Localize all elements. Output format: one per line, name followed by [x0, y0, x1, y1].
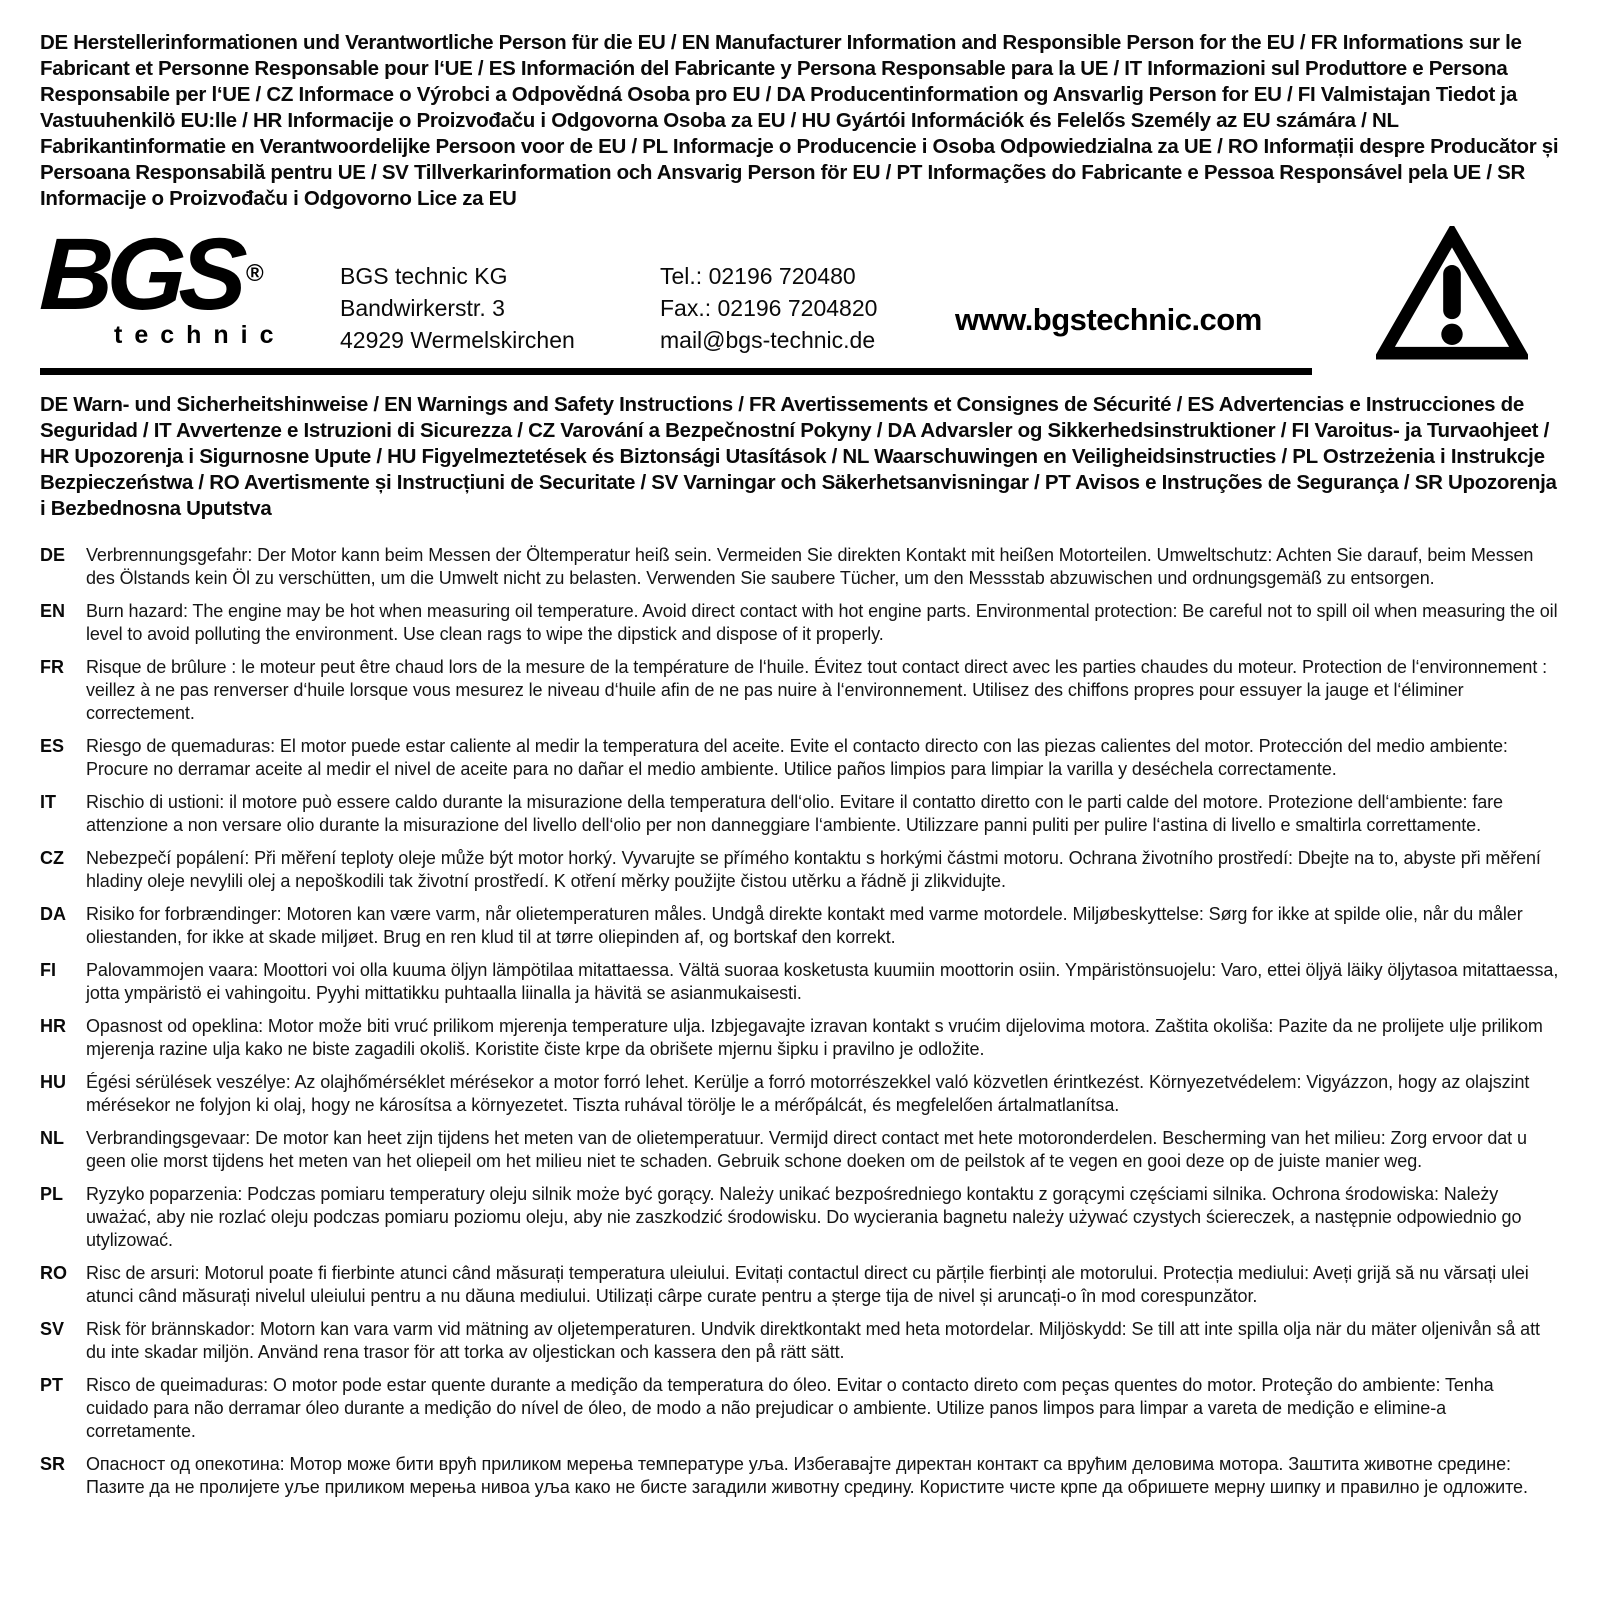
- warning-text: Burn hazard: The engine may be hot when measuring oil temperature. Avoid direct contact with hot engine parts. Environmental protection: Be careful not to spill oil when measuring the oil level to avoid polluting the environment. Use clean rags to wipe the dipstick and dispose of it properly.: [86, 601, 1558, 644]
- warning-language-code: NL: [40, 1128, 64, 1148]
- warning-language-code: RO: [40, 1263, 67, 1283]
- warning-text: Risque de brûlure : le moteur peut être chaud lors de la mesure de la température de l‘huile. Évitez tout contact direct avec les parties chaudes du moteur. Protection de l‘environnement : veillez à ne pas renverser d‘huile lorsque vous mesurez le niveau d‘huile afin de ne pas nuire à l‘environnement. Utilisez des chiffons propres pour essuyer la jauge et l‘éliminer correctement.: [86, 657, 1548, 723]
- warning-item: [40, 1015, 1560, 1061]
- section-divider: [40, 368, 1312, 375]
- warning-item: [40, 959, 1560, 1005]
- warning-item: [40, 1183, 1560, 1252]
- warning-language-code: FI: [40, 960, 56, 980]
- bgs-logo-text: BGS: [38, 217, 243, 331]
- company-row: [38, 217, 1312, 356]
- warning-language-code: FR: [40, 657, 64, 677]
- warning-item: [40, 791, 1560, 837]
- warning-text: Riesgo de quemaduras: El motor puede estar caliente al medir la temperatura del aceite. Evite el contacto directo con las piezas calientes del motor. Protección del medio ambiente: Procure no derramar aceite al medir el nivel de aceite para no dañar el medio ambiente. Utilice paños limpios para limpiar la varilla y deséchela correctamente.: [86, 736, 1508, 779]
- warning-item: [40, 1071, 1560, 1117]
- bgs-logo: [38, 217, 340, 350]
- warning-item: [40, 1262, 1560, 1308]
- warning-language-code: HU: [40, 1072, 66, 1092]
- warning-language-code: SR: [40, 1454, 66, 1474]
- warning-text: Risiko for forbrændinger: Motoren kan være varm, når olietemperaturen måles. Undgå direkte kontakt med varme motordele. Miljøbeskyttelse: Sørg for ikke at spilde olie, når du måler oliestanden, for ikke at skade miljøet. Brug en ren klud til at tørre oliepinden af, og bortskaf den korrekt.: [86, 904, 1523, 947]
- warning-language-code: DE: [40, 545, 66, 565]
- bgs-logo-wordmark: [38, 217, 340, 331]
- warning-text: Palovammojen vaara: Moottori voi olla kuuma öljyn lämpötilaa mitattaessa. Vältä suoraa kosketusta kuumiin moottorin osiin. Ympäristönsuojelu: Varo, ettei öljyä läiky öljytasoa mitattaessa, jotta ympäristö ei vahingoitu. Pyyhi mittatikku puhtaalla liinalla ja hävitä se asianmukaisesti.: [86, 960, 1559, 1003]
- company-section: [38, 217, 1560, 364]
- warning-text: Égési sérülések veszélye: Az olajhőmérséklet mérésekor a motor forró lehet. Kerülje a forró motorrészekkel való közvetlen érintkezést. Környezetvédelem: Vigyázzon, hogy az olajszint mérésekor ne folyjon ki olaj, hogy ne károsítsa a környezetet. Tiszta ruhával törölje le a mérőpálcát, és megfelelően ártalmatlanítsa.: [86, 1072, 1530, 1115]
- warning-language-code: SV: [40, 1319, 65, 1339]
- warning-item: [40, 1453, 1560, 1499]
- company-fax: Fax.: 02196 7204820: [660, 295, 878, 321]
- warning-language-code: IT: [40, 792, 56, 812]
- warning-item: [40, 735, 1560, 781]
- warning-text: Opasnost od opeklina: Motor može biti vruć prilikom mjerenja temperature ulja. Izbjegavajte izravan kontakt s vrućim dijelovima motora. Zaštita okoliša: Pazite da ne prolijete ulje prilikom mjerenja razine ulja kako ne biste zagadili okoliš. Koristite čiste krpe da obrišete mjernu šipku i pravilno je odložite.: [86, 1016, 1543, 1059]
- warning-text: Опасност од опекотина: Мотор може бити врућ приликом мерења температуре уља. Избегавајте директан контакт са врућим деловима мотора. Заштита животне средине: Пазите да не пролијете уље приликом мерења нивоа уља како не бисте загадили животну средину. Користите чисте крпе да обришете мерну шипку и правилно је одложите.: [86, 1454, 1528, 1497]
- warning-item: [40, 656, 1560, 725]
- company-email: mail@bgs-technic.de: [660, 327, 876, 353]
- company-phone: Tel.: 02196 720480: [660, 263, 856, 289]
- warning-language-code: EN: [40, 601, 66, 621]
- warning-item: [40, 600, 1560, 646]
- warning-text: Risco de queimaduras: O motor pode estar quente durante a medição da temperatura do óleo. Evitar o contacto direto com peças quentes do motor. Proteção do ambiente: Tenha cuidado para não derramar óleo durante a medição do nível de óleo, de modo a não prejudicar o ambiente. Utilize panos limpos para limpar a vareta de medição e elimine-a corretamente.: [86, 1375, 1494, 1441]
- warning-item: [40, 847, 1560, 893]
- company-website: www.bgstechnic.com: [955, 302, 1262, 337]
- company-address: [340, 226, 660, 356]
- warning-text: Ryzyko poparzenia: Podczas pomiaru temperatury oleju silnik może być gorący. Należy unikać bezpośredniego kontaktu z gorącymi częściami silnika. Ochrona środowiska: Należy uważać, aby nie rozlać oleju podczas pomiaru poziomu oleju, aby nie zaszkodzić środowisku. Do wycierania bagnetu należy używać czystych ściereczek, a następnie odpowiednio go utylizować.: [86, 1184, 1522, 1250]
- warnings-header: DE Warn- und Sicherheitshinweise / EN Warnings and Safety Instructions / FR Avertissements et Consignes de Sécurité / ES Advertencias e Instrucciones de Seguridad / IT Avvertenze e Istruzioni di Sicurezza / CZ Varování a Bezpečnostní Pokyny / DA Advarsler og Sikkerhedsinstruktioner / FI Varoitus- ja Turvaohjeet / HR Upozorenja i Sigurnosne Upute / HU Figyelmeztetések és Biztonsági Utasítások / NL Waarschuwingen en Veiligheidsinstructies / PL Ostrzeżenia i Instrukcje Bezpieczeństwa / RO Avertismente și Instrucțiuni de Securitate / SV Varningar och Säkerhetsanvisningar / PT Avisos e Instruções de Segurança / SR Upozorenja i Bezbednosna Uputstva: [40, 393, 1557, 520]
- warning-item: [40, 1374, 1560, 1443]
- warning-text: Risk för brännskador: Motorn kan vara varm vid mätning av oljetemperaturen. Undvik direktkontakt med heta motordelar. Miljöskydd: Se till att inte spilla olja när du mäter oljenivån så att du inte skadar miljön. Använd rena trasor för att torka av oljestickan och kassera den på rätt sätt.: [86, 1319, 1540, 1362]
- registered-trademark-icon: ®: [246, 260, 264, 287]
- warning-language-code: CZ: [40, 848, 64, 868]
- company-name: BGS technic KG: [340, 263, 508, 289]
- warning-language-code: ES: [40, 736, 65, 756]
- warning-text: Verbrandingsgevaar: De motor kan heet zijn tijdens het meten van de olietemperatuur. Vermijd direct contact met hete motoronderdelen. Bescherming van het milieu: Zorg ervoor dat u geen olie morst tijdens het meten van het oliepeil om het milieu niet te schaden. Gebruik schone doeken om de peilstok af te vegen en gooi deze op de juiste manier weg.: [86, 1128, 1527, 1171]
- warning-text: Nebezpečí popálení: Při měření teploty oleje může být motor horký. Vyvarujte se přímého kontaktu s horkými částmi motoru. Ochrana životního prostředí: Dbejte na to, abyste při měření hladiny oleje nevylili olej a nepoškodili tak životní prostředí. K otření měrky použijte čistou utěrku a řádně ji zlikvidujte.: [86, 848, 1541, 891]
- warning-text: Verbrennungsgefahr: Der Motor kann beim Messen der Öltemperatur heiß sein. Vermeiden Sie direkten Kontakt mit heißen Motorteilen. Umweltschutz: Achten Sie darauf, beim Messen des Ölstands kein Öl zu verschütten, um die Umwelt nicht zu belasten. Verwenden Sie saubere Tücher, um den Messstab abzuwischen und ordnungsgemäß zu entsorgen.: [86, 545, 1534, 588]
- warning-text: Risc de arsuri: Motorul poate fi fierbinte atunci când măsurați temperatura uleiului. Evitați contactul direct cu părțile fierbinți ale motorului. Protecția mediului: Aveți grijă să nu vărsați ulei atunci când măsurați nivelul uleiului pentru a nu dăuna mediului. Utilizați cârpe curate pentru a șterge tija de nivel și aruncați-o în mod corespunzător.: [86, 1263, 1529, 1306]
- warning-language-code: PT: [40, 1375, 64, 1395]
- warning-triangle-icon: [1376, 226, 1528, 362]
- warning-language-code: DA: [40, 904, 66, 924]
- warning-item: [40, 1127, 1560, 1173]
- warning-item: [40, 903, 1560, 949]
- company-street: Bandwirkerstr. 3: [340, 295, 505, 321]
- warning-text: Rischio di ustioni: il motore può essere caldo durante la misurazione della temperatura dell‘olio. Evitare il contatto diretto con le parti calde del motore. Protezione dell‘ambiente: fare attenzione a non versare olio durante la misurazione del livello dell‘olio per non danneggiare l‘ambiente. Utilizzare panni puliti per pulire l‘astina di livello e smaltirla correttamente.: [86, 792, 1503, 835]
- warning-item: [40, 544, 1560, 590]
- warning-language-code: HR: [40, 1016, 66, 1036]
- bgs-logo-subtext: technic: [114, 320, 286, 349]
- company-contact: [660, 226, 955, 356]
- company-city: 42929 Wermelskirchen: [340, 327, 575, 353]
- warning-item: [40, 1318, 1560, 1364]
- warning-language-code: PL: [40, 1184, 64, 1204]
- warnings-list: [40, 544, 1560, 1499]
- manufacturer-header: DE Herstellerinformationen und Verantwortliche Person für die EU / EN Manufacturer Information and Responsible Person for the EU / FR Informations sur le Fabricant et Personne Responsable pour l‘UE / ES Información del Fabricante y Persona Responsable para la UE / IT Informazioni sul Produttore e Persona Responsabile per l‘UE / CZ Informace o Výrobci a Odpovědná Osoba pro EU / DA Producentinformation og Ansvarlig Person for EU / FI Valmistajan Tiedot ja Vastuuhenkilö EU:lle / HR Informacije o Proizvođaču i Odgovorna Osoba za EU / HU Gyártói Információk és Felelős Személy az EU számára / NL Fabrikantinformatie en Verantwoordelijke Persoon voor de EU / PL Informacje o Producencie i Osoba Odpowiedzialna za UE / RO Informații despre Producător și Persoana Responsabilă pentru UE / SV Tillverkarinformation och Ansvarig Person för EU / PT Informações do Fabricante e Pessoa Responsável pela UE / SR Informacije o Proizvođaču i Odgovorno Lice za EU: [40, 31, 1559, 210]
